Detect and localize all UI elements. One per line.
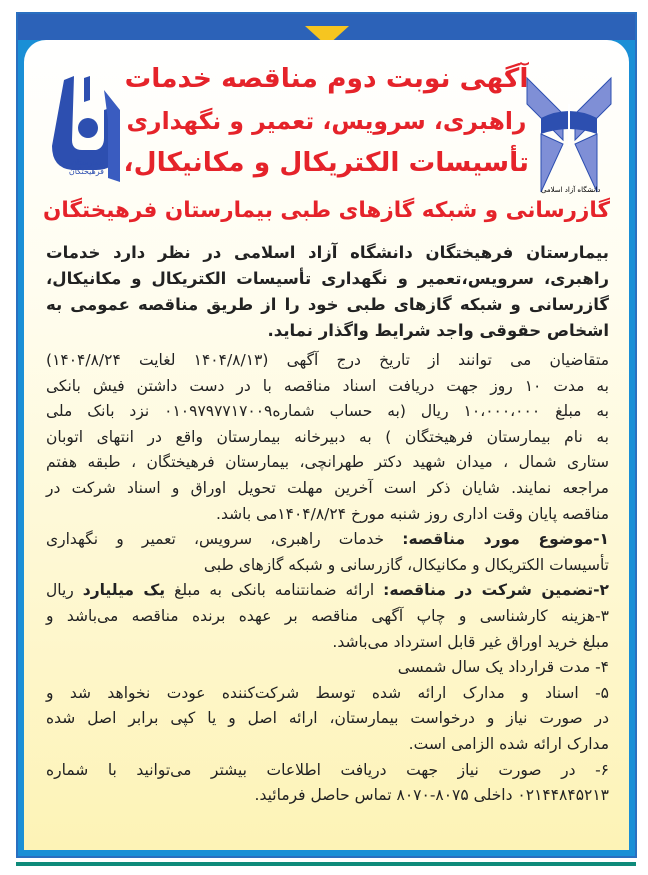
announcement-frame [16,12,637,858]
title-line: راهبری، سرویس، تعمیر و نگهداری [126,107,527,135]
hospital-logo [44,70,124,190]
conditions-line: ستاری شمال ، میدان شهید دکتر طهرانچی، بیمارستان فرهیختگان ، طبقه هفتم [46,453,609,472]
item-5: ۵- اسناد و مدارک ارائه شده توسط شرکت‌کننده عودت نخواهد شد و [46,683,609,702]
item-3: ۳-هزینه کارشناسی و چاپ آگهی مناقصه بر عهده برنده مناقصه می‌باشد و [46,606,609,625]
title-line: گازرسانی و شبکه گازهای طبی بیمارستان فرهیختگان [43,198,610,223]
announcement-title [124,58,529,184]
university-logo-text: دانشگاه آزاد اسلامی [541,186,601,194]
title-line: آگهی نوبت دوم مناقصه خدمات [124,63,529,94]
item-6-cont: ۰۲۱۴۴۸۴۵۲۱۳ داخلی ۸۰۷۵-۸۰۷۰ تماس حاصل فرمائید. [254,786,609,805]
item-4: ۴- مدت قرارداد یک سال شمسی [397,658,609,677]
item-1-text: خدمات راهبری، سرویس، تعمیر و نگهداری [46,530,403,549]
item-5-cont: مدارک ارائه شده الزامی است. [408,734,609,753]
item-5-cont: در صورت نیاز و درخواست بیمارستان، ارائه اصل و یا کپی برابر اصل شده [46,709,609,728]
announcement-body [46,240,609,809]
footer-line [16,862,636,866]
conditions-line: به مدت ۱۰ روز جهت دریافت اسناد مناقصه با در دست داشتن فیش بانکی [46,376,609,395]
item-1-cont: تأسیسات الکتریکال و مکانیکال، گازرسانی و شبکه گازهای طبی [203,555,609,574]
item-6: ۶- در صورت نیاز جهت دریافت اطلاعات بیشتر می‌توانید با شماره [46,760,609,779]
item-2 [46,578,609,604]
conditions-line: مناقصه پایان وقت اداری روز شنبه مورخ ۱۴۰۴/۸/۲۴می باشد. [216,504,609,523]
item-2-text: ارائه ضمانتنامه بانکی به مبلغ [165,581,384,600]
item-2-unit: ریال [46,581,83,600]
item-1-label: ۱-موضوع مورد مناقصه: [402,530,609,549]
item-1 [46,527,609,553]
conditions-line: مراجعه نمایند. شایان ذکر است آخرین مهلت تحویل اوراق و اسناد شرکت در [46,478,609,497]
title-line: تأسیسات الکتریکال و مکانیکال، [123,147,529,178]
university-logo [523,74,615,204]
conditions-line: به مبلغ ۱۰،۰۰۰،۰۰۰ ریال (به حساب شماره۰۱۰۹۷۹۷۷۱۷۰۰۹ نزد بانک ملی [46,402,609,421]
intro-line: راهبری، سرویس،تعمیر و نگهداری تأسیسات الکتریکال و مکانیکال، [46,269,609,288]
intro-line: بیمارستان فرهیختگان دانشگاه آزاد اسلامی در نظر دارد خدمات [46,243,609,262]
item-2-label: ۲-تضمین شرکت در مناقصه: [383,581,609,600]
intro-line: اشخاص حقوقی واجد شرایط واگذار نماید. [267,321,609,340]
hospital-logo-text: فرهیختگان [68,167,104,176]
hospital-logo-text: بیمارستان [71,158,104,167]
item-2-amount: یک میلیارد [82,581,166,600]
announcement-panel [24,40,629,850]
item-3-cont: مبلغ خرید اوراق غیر قابل استرداد می‌باشد. [332,632,609,651]
conditions-line: به نام بیمارستان فرهیختگان ) به دبیرخانه بیمارستان واقع در انتهای اتوبان [46,427,609,446]
intro-line: گازرسانی و شبکه گازهای طبی خود را از طریق مناقصه عمومی به [46,295,609,314]
conditions-line: متقاضیان می توانند از تاریخ درج آگهی (۱۴۰۴/۸/۱۳ لغایت ۱۴۰۴/۸/۲۴) [46,351,609,369]
